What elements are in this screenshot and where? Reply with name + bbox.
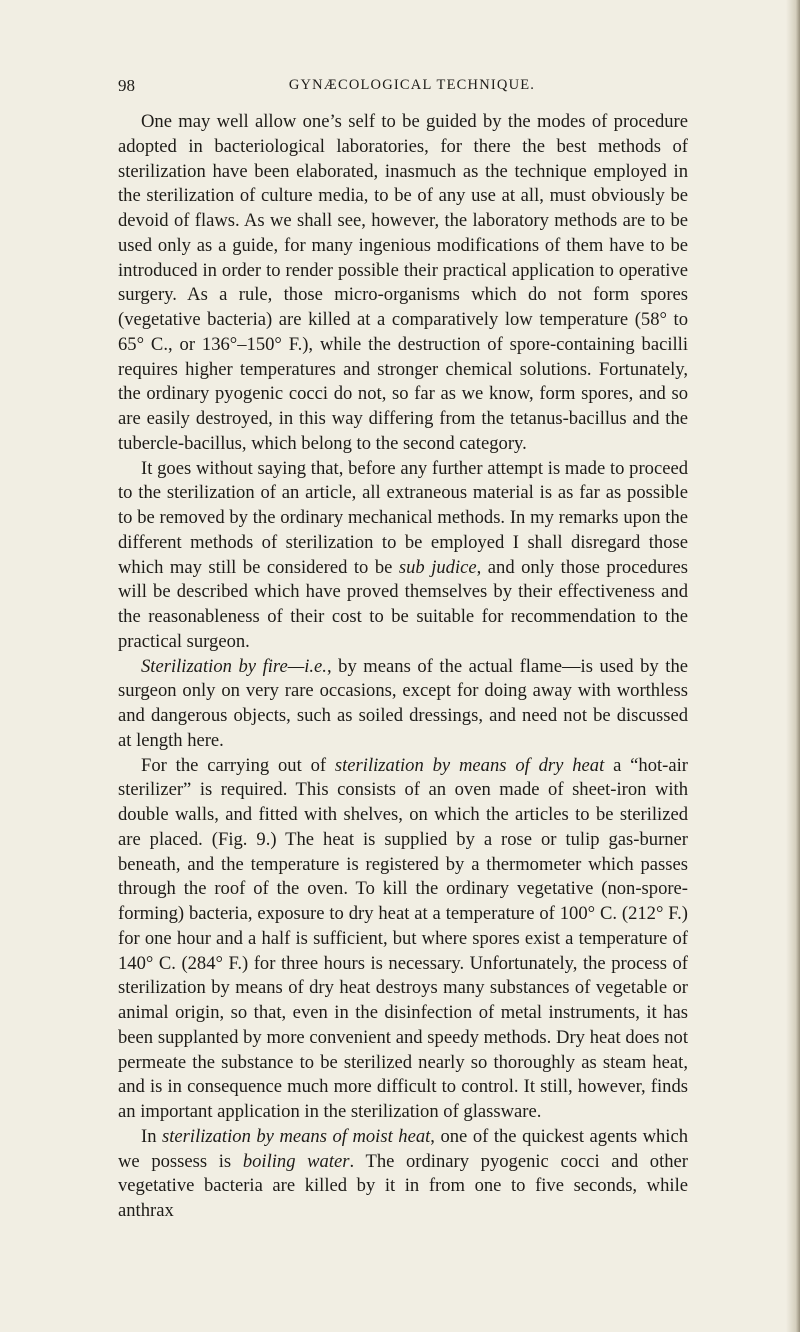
italic-phrase: sterilization by means of dry heat [334,754,605,776]
paragraph-text: , and only those procedures will be described which have proved themselves by their effectiveness and the reasonableness of their cost to be suitable for recommendation to the practical surgeon. [118,556,688,652]
italic-phrase: sub judice [398,556,477,578]
paragraph-text: It goes without saying that, before any further attempt is made to proceed to the sterilization of an article, all extraneous material is as far as possible to be removed by the ordinary mechanical methods. In my remarks upon the different methods of sterilization to be employed I shall disregard those which may still be considered to be [118,457,688,578]
paragraph-text: , by means of the actual flame—is used by the surgeon only on very rare occasions, except for doing away with worthless and dangerous objects, such as soiled dressings, and need not be discussed at length here. [118,655,688,751]
italic-phrase: boiling water [242,1150,350,1172]
running-title: GYNÆCOLOGICAL TECHNIQUE. [288,77,536,93]
paragraph-dry-heat [118,754,688,1125]
paragraph-moist-heat [118,1125,688,1224]
body-text [118,110,688,1224]
paragraph-text: For the carrying out of [141,754,335,776]
page-edge-shadow [786,0,800,1332]
paragraph-text: a “hot-air sterilizer” is required. This consists of an oven made of sheet-iron with double walls, and fitted with shelves, on which the articles to be sterilized are placed. (Fig. 9.) The heat is supplied by a rose or tulip gas-burner beneath, and the temperature is registered by a thermometer which passes through the roof of the oven. To kill the ordinary vegetative (non-spore-forming) bacteria, exposure to dry heat at a temperature of 100° C. (212° F.) for one hour and a half is sufficient, but where spores exist a temperature of 140° C. (284° F.) for three hours is necessary. Unfortunately, the process of sterilization by means of dry heat destroys many substances of vegetable or animal origin, so that, even in the disinfection of metal instruments, it has been supplanted by more convenient and speedy methods. Dry heat does not permeate the substance to be sterilized nearly so thoroughly as steam heat, and is in consequence much more difficult to control. It still, however, finds an important application in the sterilization of glassware. [118,754,688,1122]
paragraph-text: One may well allow one’s self to be guided by the modes of procedure adopted in bacteriological laboratories, for there the best methods of sterilization have been elaborated, inasmuch as the technique employed in the sterilization of culture media, to be of any use at all, must obviously be devoid of flaws. As we shall see, however, the laboratory methods are to be used only as a guide, for many ingenious modifications of them have to be introduced in order to render possible their practical application to operative surgery. As a rule, those micro-organisms which do not form spores (vegetative bacteria) are killed at a comparatively low temperature (58° to 65° C., or 136°–150° F.), while the destruction of spore-containing bacilli requires higher temperatures and stronger chemical solutions. Fortunately, the ordinary pyogenic cocci do not, so far as we know, form spores, and so are easily destroyed, in this way differing from the tetanus-bacillus and the tubercle-bacillus, which belong to the second category. [118,111,688,454]
paragraph-sterilization-by-fire [118,655,688,754]
paragraph-mechanical-cleaning [118,457,688,655]
paragraph-text: . The ordinary pyogenic cocci and other vegetative bacteria are killed by it in from one to five seconds, while anthrax [118,1150,689,1221]
paragraph-bacteriological-methods [118,110,688,457]
page-number: 98 [118,76,135,95]
paragraph-text: , one of the quickest agents which we possess is [118,1125,689,1172]
paragraph-text: In [141,1125,163,1147]
italic-phrase: sterilization by means of moist heat [162,1125,431,1147]
italic-phrase: Sterilization by fire—i.e. [141,655,327,677]
page-header [118,76,686,98]
